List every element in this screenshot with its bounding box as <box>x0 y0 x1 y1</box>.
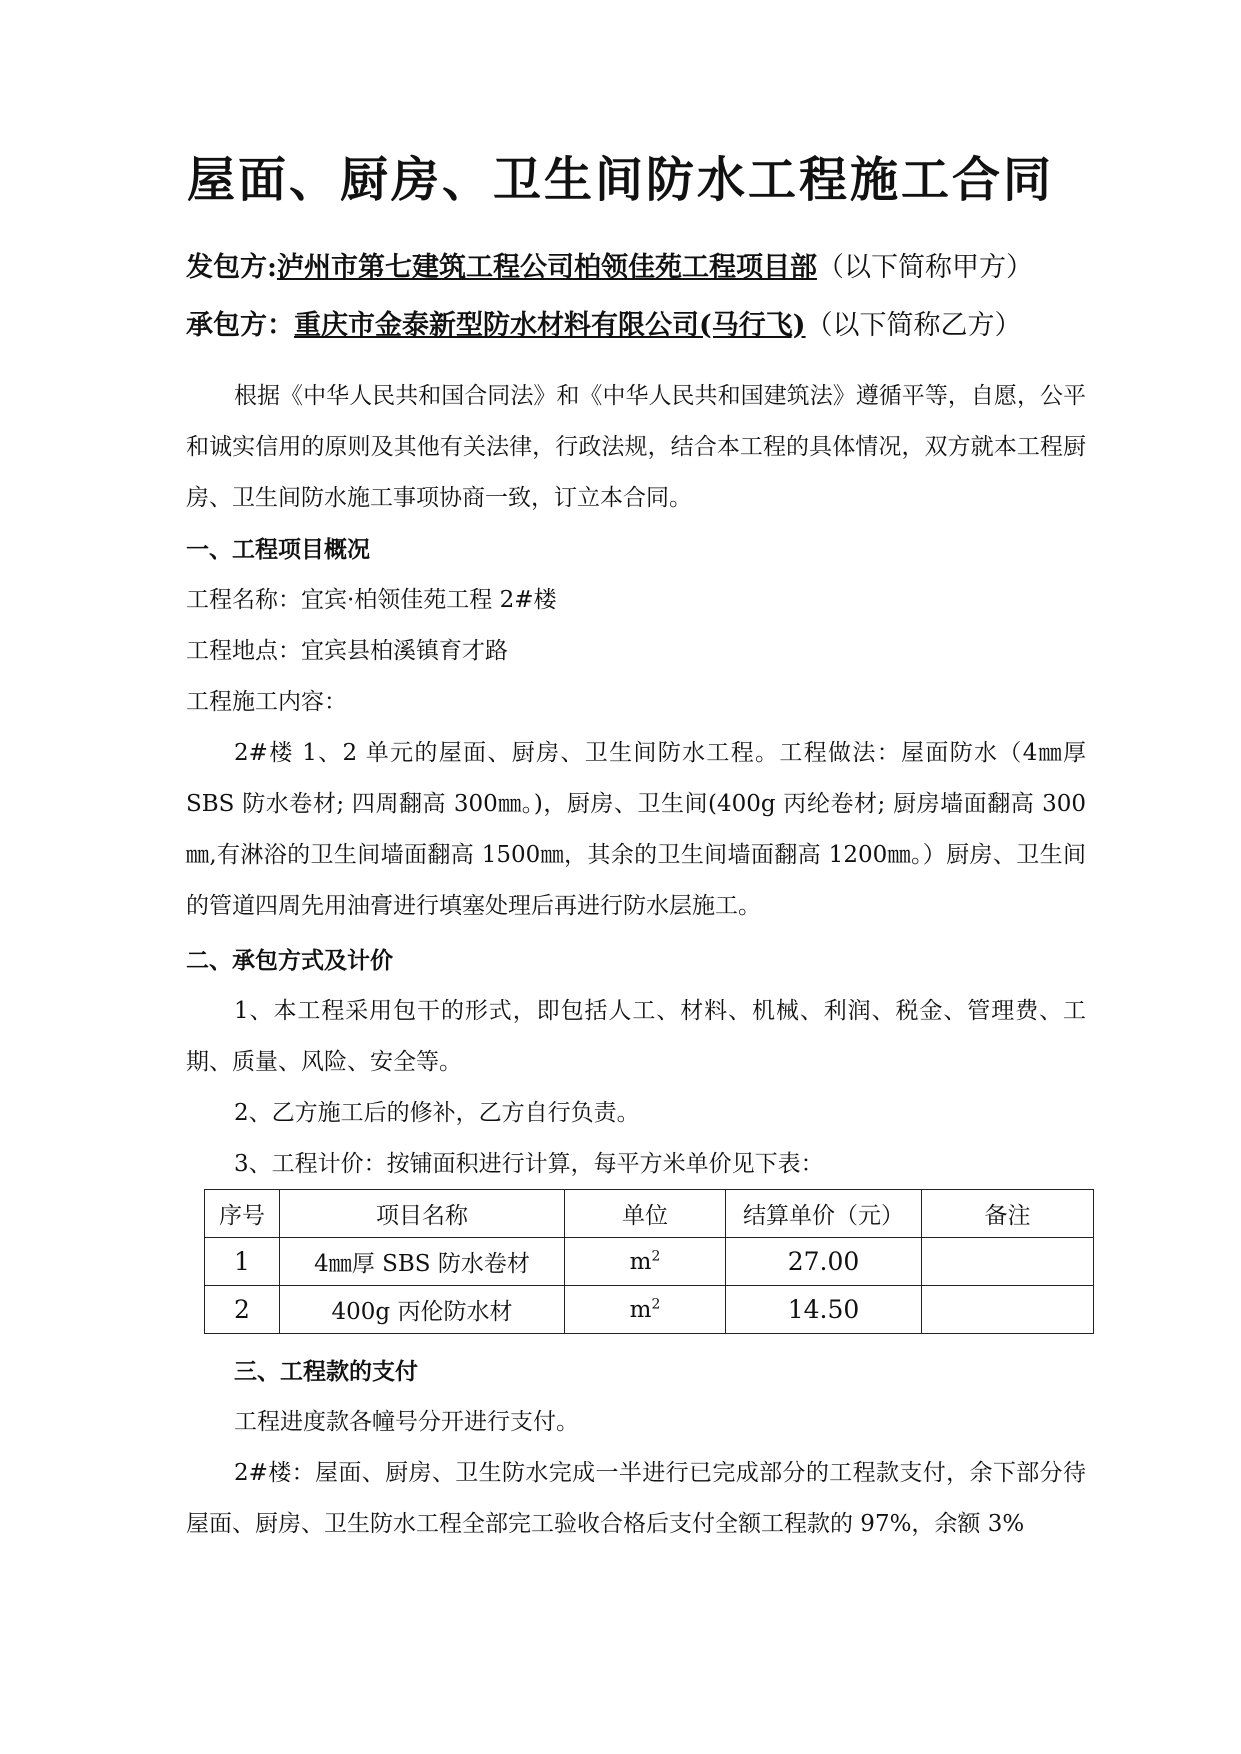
section3-p2: 2#楼：屋面、厨房、卫生防水完成一半进行已完成部分的工程款支付，余下部分待屋面、厨房、卫生防水工程全部完工验收合格后支付全额工程款的 97%，余额 3% <box>186 1460 1086 1537</box>
unit-text: m <box>629 1248 652 1275</box>
header-no: 序号 <box>205 1190 280 1238</box>
section2-heading: 二、承包方式及计价 <box>186 947 393 974</box>
content-paragraph: 2#楼 1、2 单元的屋面、厨房、卫生间防水工程。工程做法：屋面防水（4㎜厚 SBS 防水卷材; 四周翻高 300㎜。)，厨房、卫生间(400g 丙纶卷材; 厨房墙面翻高 300㎜,有淋浴的卫生间墙面翻高 1500㎜，其余的卫生间墙面翻高 1200㎜。）厨房、卫生间的管道四周先用油膏进行填塞处理后再进行防水层施工。 <box>186 740 1086 919</box>
project-name: 工程名称：宜宾·柏领佳苑工程 2#楼 <box>186 587 557 613</box>
header-price: 结算单价（元） <box>726 1190 922 1238</box>
party-a-label: 发包方: <box>186 252 277 283</box>
unit-text: m <box>629 1296 652 1323</box>
row-no: 1 <box>205 1238 280 1286</box>
table-header-row <box>205 1190 1094 1238</box>
party-b-label: 承包方： <box>186 310 294 341</box>
project-site: 工程地点：宜宾县柏溪镇育才路 <box>186 638 508 664</box>
table-row <box>205 1286 1094 1334</box>
header-name: 项目名称 <box>280 1190 565 1238</box>
row-unit <box>565 1286 726 1334</box>
party-a-name: 泸州市第七建筑工程公司柏领佳苑工程项目部 <box>276 252 817 283</box>
party-b-note: （以下简称乙方） <box>805 310 1022 341</box>
content-label: 工程施工内容： <box>186 689 347 715</box>
row-price: 27.00 <box>726 1238 922 1286</box>
document-title: 屋面、厨房、卫生间防水工程施工合同 <box>186 152 1054 208</box>
unit-superscript: 2 <box>651 1247 661 1264</box>
header-unit: 单位 <box>565 1190 726 1238</box>
party-a-line <box>186 248 1186 288</box>
section3-heading: 三、工程款的支付 <box>234 1358 418 1385</box>
row-price: 14.50 <box>726 1286 922 1334</box>
row-unit <box>565 1238 726 1286</box>
price-table <box>204 1189 1094 1334</box>
party-b-line <box>186 306 1186 346</box>
row-no: 2 <box>205 1286 280 1334</box>
unit-superscript: 2 <box>651 1295 661 1312</box>
intro-paragraph: 根据《中华人民共和国合同法》和《中华人民共和国建筑法》遵循平等，自愿，公平和诚实信用的原则及其他有关法律，行政法规，结合本工程的具体情况，双方就本工程厨房、卫生间防水施工事项协商一致，订立本合同。 <box>186 383 1086 511</box>
header-remark: 备注 <box>922 1190 1094 1238</box>
party-b-name: 重庆市金泰新型防水材料有限公司(马行飞) <box>294 310 806 341</box>
row-remark <box>922 1286 1094 1334</box>
row-name: 400g 丙伦防水材 <box>280 1286 565 1334</box>
section1-heading: 一、工程项目概况 <box>186 536 370 563</box>
section2-item1: 1、本工程采用包干的形式，即包括人工、材料、机械、利润、税金、管理费、工期、质量、风险、安全等。 <box>186 998 1086 1075</box>
party-a-note: （以下简称甲方） <box>816 252 1033 283</box>
row-name: 4㎜厚 SBS 防水卷材 <box>280 1238 565 1286</box>
table-row <box>205 1238 1094 1286</box>
section2-item2: 2、乙方施工后的修补，乙方自行负责。 <box>234 1100 640 1126</box>
section2-item3: 3、工程计价：按铺面积进行计算，每平方米单价见下表： <box>234 1151 824 1177</box>
row-remark <box>922 1238 1094 1286</box>
section3-p1: 工程进度款各幢号分开进行支付。 <box>234 1409 579 1435</box>
